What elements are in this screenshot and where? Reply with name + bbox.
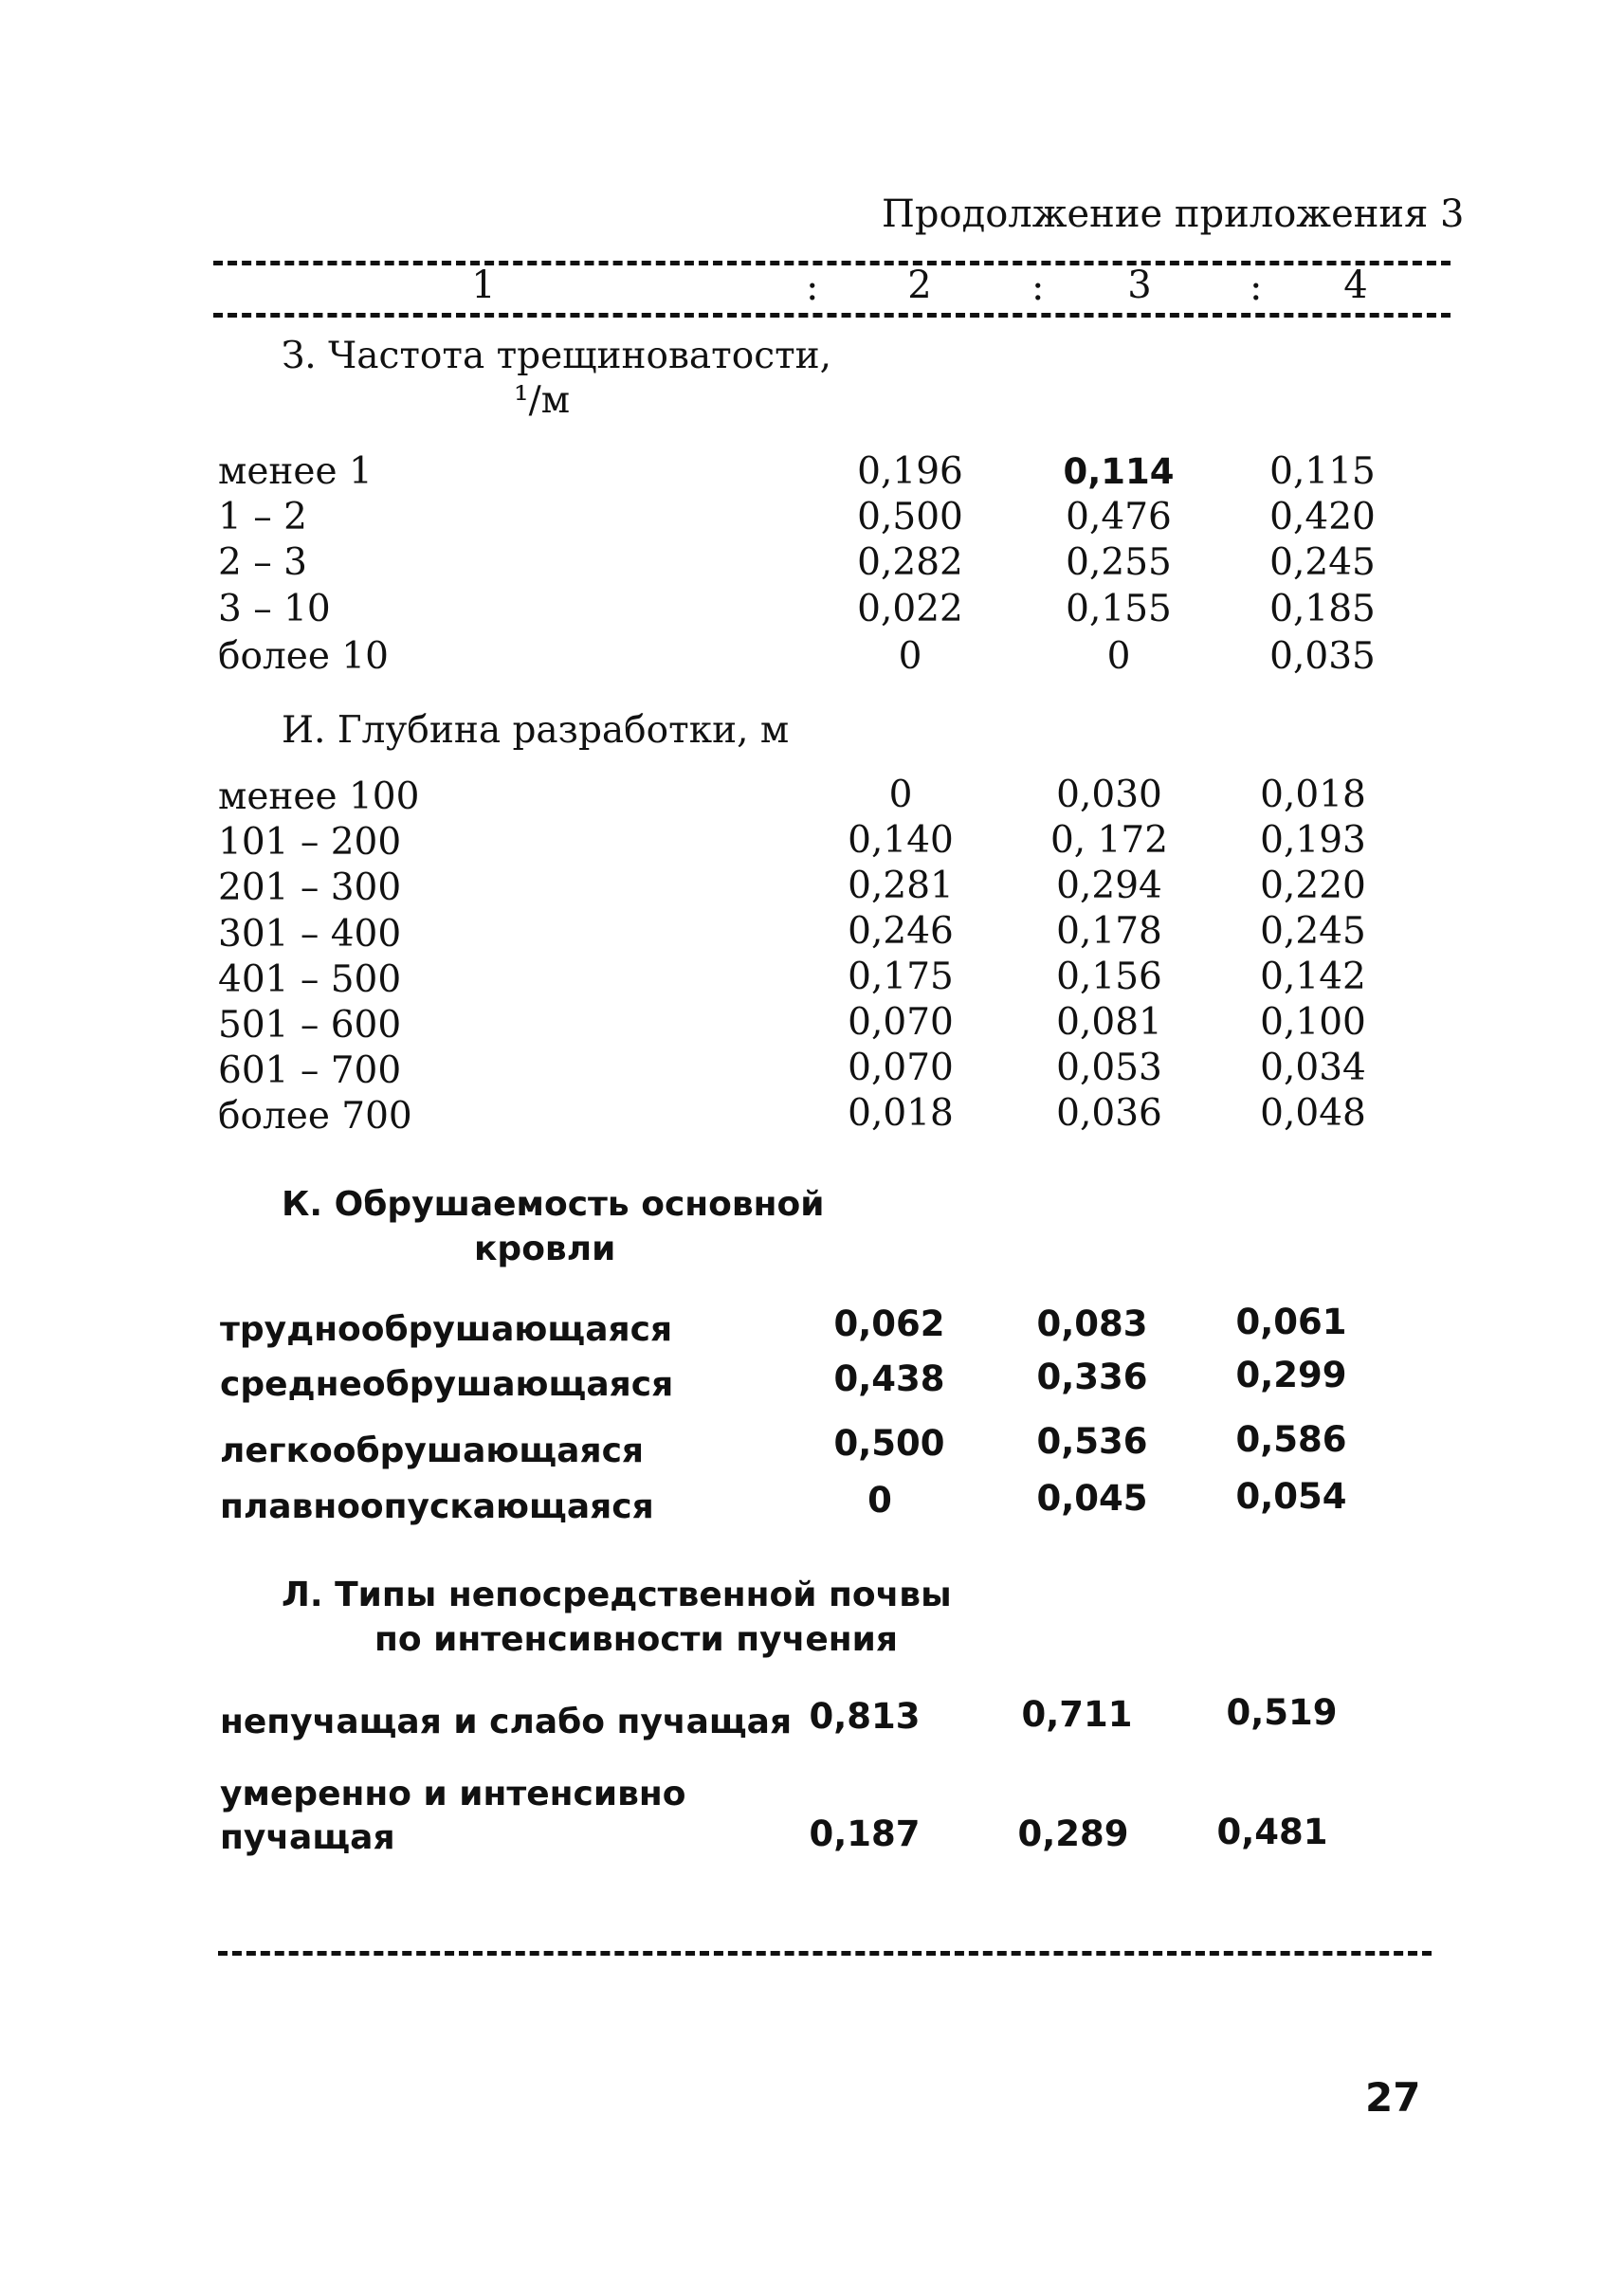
row-label: более 10 bbox=[218, 635, 389, 678]
cell-col-2: 0,500 bbox=[833, 1423, 945, 1464]
cell-col-3: 0,053 bbox=[1056, 1047, 1162, 1089]
cell-col-4: 0,035 bbox=[1269, 635, 1376, 678]
table-header-rule bbox=[213, 313, 1451, 318]
row-label: 201 – 300 bbox=[218, 866, 402, 909]
cell-col-3: 0,255 bbox=[1066, 541, 1172, 584]
row-label: 401 – 500 bbox=[218, 958, 402, 1001]
cell-col-2: 0,070 bbox=[848, 1047, 954, 1089]
cell-col-3: 0,476 bbox=[1066, 496, 1172, 538]
row-label: пучащая bbox=[220, 1818, 395, 1857]
column-header-4: 4 bbox=[1343, 264, 1368, 307]
cell-col-2: 0,813 bbox=[809, 1696, 921, 1737]
cell-col-4: 0,481 bbox=[1216, 1812, 1328, 1852]
cell-col-4: 0,100 bbox=[1260, 1001, 1366, 1044]
row-label: 601 – 700 bbox=[218, 1049, 402, 1092]
row-label: 1 – 2 bbox=[218, 496, 307, 538]
cell-col-2: 0,187 bbox=[809, 1813, 921, 1854]
cell-col-2: 0 bbox=[898, 635, 922, 678]
section-title-unit: ¹/м bbox=[514, 379, 571, 422]
cell-col-4: 0,245 bbox=[1269, 541, 1376, 584]
row-label: умеренно и интенсивно bbox=[220, 1775, 686, 1813]
row-label: непучащая и слабо пучащая bbox=[220, 1703, 793, 1741]
section-title: Л. Типы непосредственной почвы bbox=[282, 1576, 952, 1614]
cell-col-3: 0,289 bbox=[1017, 1813, 1129, 1854]
cell-col-4: 0,048 bbox=[1260, 1092, 1366, 1135]
cell-col-4: 0,420 bbox=[1269, 496, 1376, 538]
cell-col-3: 0,536 bbox=[1036, 1421, 1148, 1462]
row-label: 501 – 600 bbox=[218, 1004, 402, 1047]
cell-col-4: 0,586 bbox=[1235, 1419, 1347, 1460]
page-number: 27 bbox=[1365, 2074, 1421, 2121]
cell-col-3: 0,294 bbox=[1056, 865, 1162, 907]
row-label: 2 – 3 bbox=[218, 541, 307, 584]
cell-col-4: 0,034 bbox=[1260, 1047, 1366, 1089]
column-header-3: 3 bbox=[1127, 264, 1152, 307]
column-separator: : bbox=[1250, 265, 1263, 309]
row-label: 301 – 400 bbox=[218, 913, 402, 956]
cell-col-3: 0,036 bbox=[1056, 1092, 1162, 1135]
cell-col-2: 0,018 bbox=[848, 1092, 954, 1135]
cell-col-3: 0, 172 bbox=[1049, 819, 1169, 862]
table-top-rule bbox=[213, 261, 1451, 265]
cell-col-4: 0,142 bbox=[1260, 956, 1366, 998]
row-label: плавноопускающаяся bbox=[220, 1487, 654, 1526]
cell-col-4: 0,220 bbox=[1260, 865, 1366, 907]
row-label: легкообрушающаяся bbox=[220, 1431, 645, 1470]
cell-col-2: 0,282 bbox=[857, 541, 963, 584]
column-header-1: 1 bbox=[471, 264, 496, 307]
cell-col-3: 0,045 bbox=[1036, 1478, 1148, 1519]
section-title: по интенсивности пучения bbox=[374, 1620, 898, 1659]
cell-col-3: 0 bbox=[1106, 635, 1131, 678]
cell-col-4: 0,054 bbox=[1235, 1476, 1347, 1517]
cell-col-2: 0 bbox=[867, 1480, 892, 1521]
row-label: труднообрушающаяся bbox=[220, 1310, 673, 1349]
cell-col-2: 0,196 bbox=[857, 450, 963, 493]
cell-col-2: 0,438 bbox=[833, 1358, 945, 1399]
section-title: К. Обрушаемость основной bbox=[282, 1185, 825, 1224]
cell-col-4: 0,519 bbox=[1226, 1692, 1338, 1733]
row-label: менее 1 bbox=[218, 450, 373, 493]
cell-col-3: 0,155 bbox=[1066, 588, 1172, 630]
cell-col-4: 0,245 bbox=[1260, 910, 1366, 953]
row-label: 3 – 10 bbox=[218, 588, 331, 630]
cell-col-3: 0,114 bbox=[1063, 451, 1175, 492]
row-label: более 700 bbox=[218, 1095, 412, 1138]
cell-col-2: 0,070 bbox=[848, 1001, 954, 1044]
cell-col-4: 0,115 bbox=[1269, 450, 1376, 493]
column-header-2: 2 bbox=[907, 264, 932, 307]
cell-col-3: 0,711 bbox=[1021, 1694, 1133, 1735]
cell-col-2: 0,246 bbox=[848, 910, 954, 953]
cell-col-4: 0,018 bbox=[1260, 774, 1366, 816]
row-label: среднеобрушающаяся bbox=[220, 1365, 674, 1404]
cell-col-3: 0,030 bbox=[1056, 774, 1162, 816]
continuation-title: Продолжение приложения 3 bbox=[882, 192, 1465, 236]
cell-col-4: 0,185 bbox=[1269, 588, 1376, 630]
cell-col-3: 0,083 bbox=[1036, 1303, 1148, 1344]
cell-col-4: 0,061 bbox=[1235, 1302, 1347, 1342]
cell-col-3: 0,081 bbox=[1056, 1001, 1162, 1044]
cell-col-3: 0,178 bbox=[1056, 910, 1162, 953]
cell-col-2: 0,175 bbox=[848, 956, 954, 998]
row-label: менее 100 bbox=[218, 775, 420, 818]
section-title: И. Глубина разработки, м bbox=[282, 709, 790, 752]
section-title: З. Частота трещиноватости, bbox=[282, 335, 832, 377]
cell-col-2: 0 bbox=[888, 774, 913, 816]
cell-col-4: 0,299 bbox=[1235, 1355, 1347, 1395]
cell-col-3: 0,336 bbox=[1036, 1357, 1148, 1397]
cell-col-2: 0,062 bbox=[833, 1303, 945, 1344]
column-separator: : bbox=[1031, 265, 1045, 309]
section-title: кровли bbox=[474, 1230, 616, 1268]
cell-col-2: 0,022 bbox=[857, 588, 963, 630]
table-bottom-rule bbox=[218, 1951, 1432, 1956]
cell-col-2: 0,500 bbox=[857, 496, 963, 538]
column-separator: : bbox=[806, 265, 819, 309]
cell-col-3: 0,156 bbox=[1056, 956, 1162, 998]
cell-col-4: 0,193 bbox=[1260, 819, 1366, 862]
row-label: 101 – 200 bbox=[218, 821, 402, 864]
cell-col-2: 0,281 bbox=[848, 865, 954, 907]
cell-col-2: 0,140 bbox=[848, 819, 954, 862]
